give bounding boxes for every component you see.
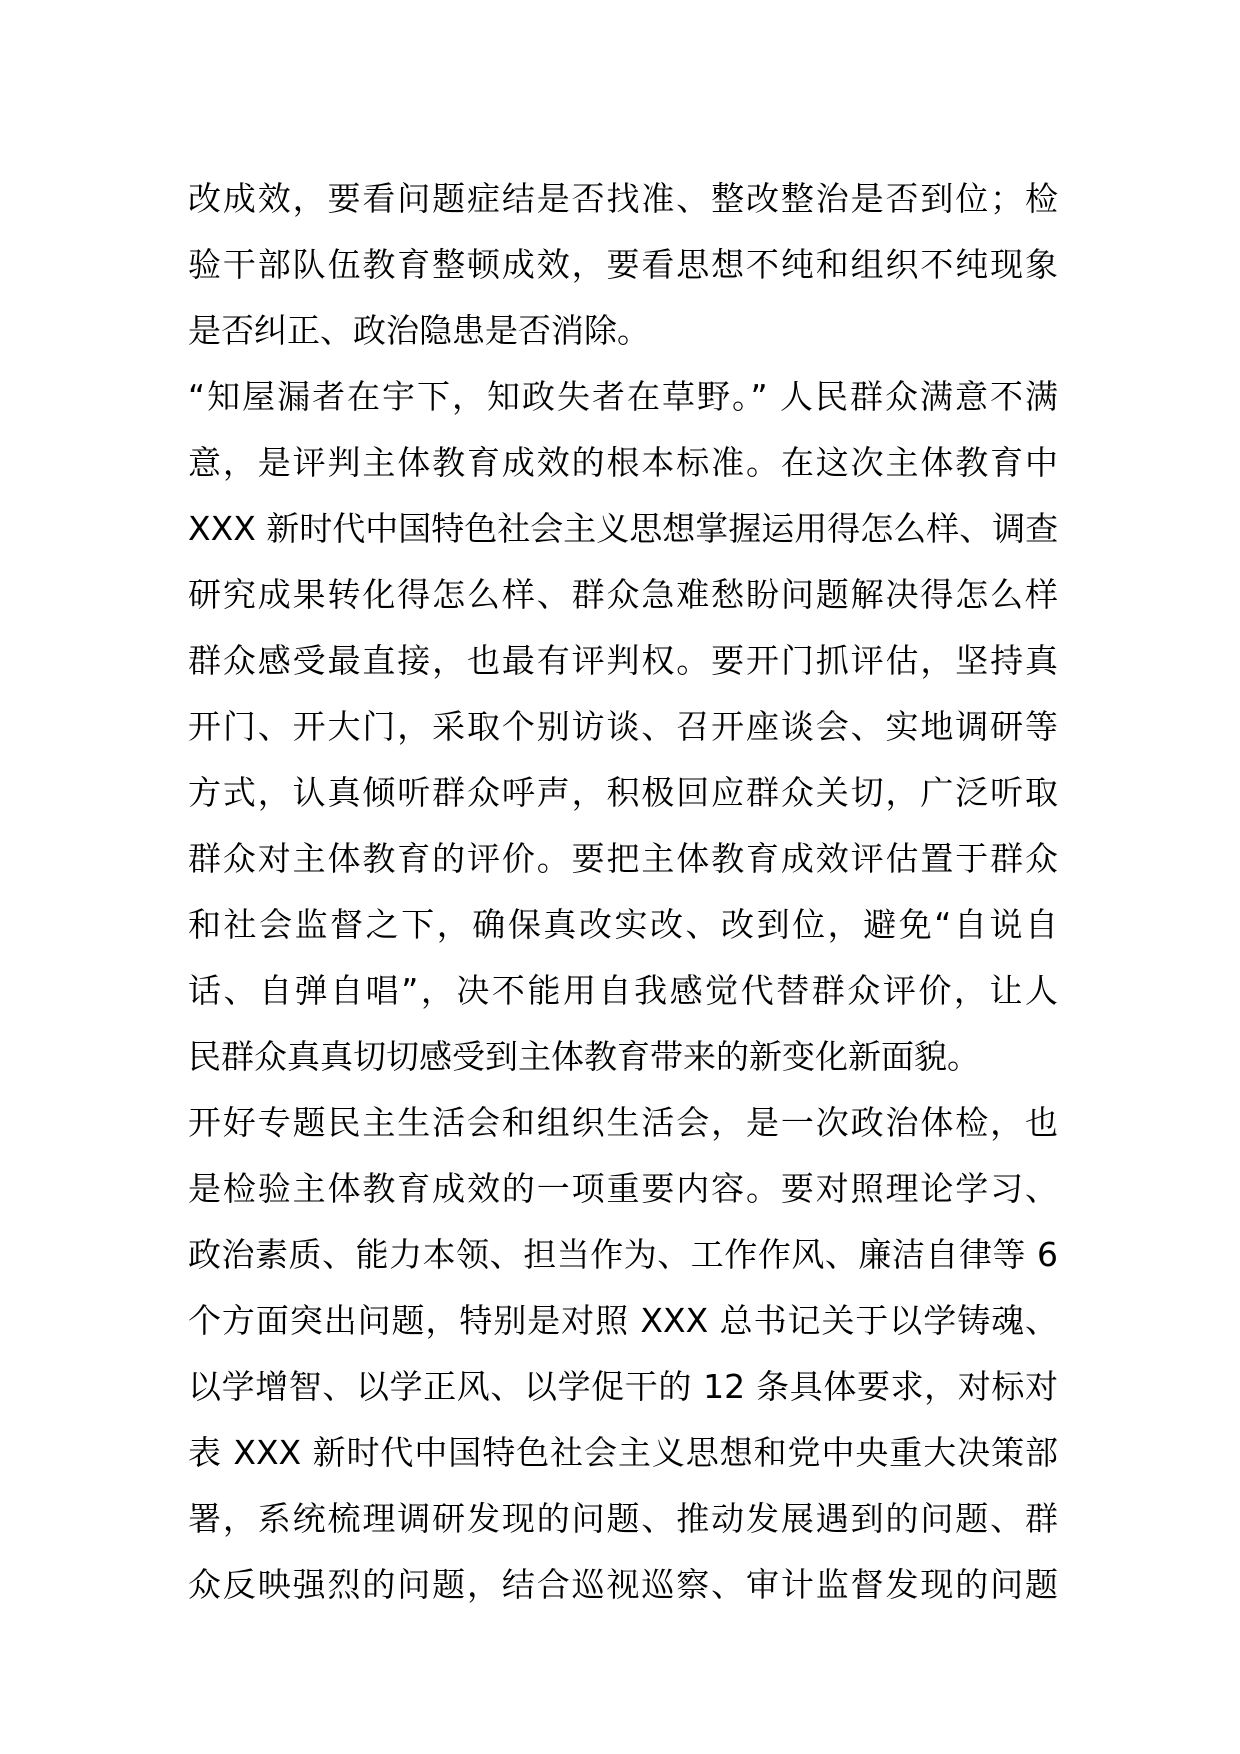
text-line: “知屋漏者在宇下，知政失者在草野。” 人民群众满意不满 [188, 377, 1058, 416]
paragraph-1 [188, 166, 1058, 364]
text-line: 是否纠正、政治隐患是否消除。 [188, 311, 650, 350]
text-line: 开门、开大门，采取个别访谈、召开座谈会、实地调研等 [188, 707, 1058, 746]
document-body [188, 166, 1058, 1618]
text-line: 署，系统梳理调研发现的问题、推动发展遇到的问题、群 [188, 1499, 1058, 1538]
text-line: 以学增智、以学正风、以学促干的 12 条具体要求，对标对 [188, 1367, 1058, 1406]
text-line: 群众对主体教育的评价。要把主体教育成效评估置于群众 [188, 839, 1058, 878]
paragraph-3 [188, 1090, 1058, 1618]
text-line: 群众感受最直接，也最有评判权。要开门抓评估，坚持真 [188, 641, 1058, 680]
text-line: 验干部队伍教育整顿成效，要看思想不纯和组织不纯现象 [188, 245, 1058, 284]
text-line: 方式，认真倾听群众呼声，积极回应群众关切，广泛听取 [188, 773, 1058, 812]
text-line: 改成效，要看问题症结是否找准、整改整治是否到位；检 [188, 179, 1058, 218]
text-line: 是检验主体教育成效的一项重要内容。要对照理论学习、 [188, 1169, 1058, 1208]
text-line: 众反映强烈的问题，结合巡视巡察、审计监督发现的问题 [188, 1565, 1058, 1604]
text-line: 政治素质、能力本领、担当作为、工作作风、廉洁自律等 6 [188, 1235, 1058, 1274]
text-line: 话、自弹自唱”，决不能用自我感觉代替群众评价，让人 [188, 971, 1058, 1010]
text-line: 意，是评判主体教育成效的根本标准。在这次主体教育中 [188, 443, 1058, 482]
paragraph-2 [188, 364, 1058, 1090]
text-line: 表 XXX 新时代中国特色社会主义思想和党中央重大决策部 [188, 1433, 1058, 1472]
text-line: XXX 新时代中国特色社会主义思想掌握运用得怎么样、调查 [188, 509, 1059, 548]
text-line: 个方面突出问题，特别是对照 XXX 总书记关于以学铸魂、 [188, 1301, 1058, 1340]
text-line: 开好专题民主生活会和组织生活会，是一次政治体检，也 [188, 1103, 1058, 1142]
text-line: 研究成果转化得怎么样、群众急难愁盼问题解决得怎么样 [188, 575, 1058, 614]
text-line: 和社会监督之下，确保真改实改、改到位，避免“自说自 [188, 905, 1058, 944]
text-line: 民群众真真切切感受到主体教育带来的新变化新面貌。 [188, 1037, 980, 1076]
